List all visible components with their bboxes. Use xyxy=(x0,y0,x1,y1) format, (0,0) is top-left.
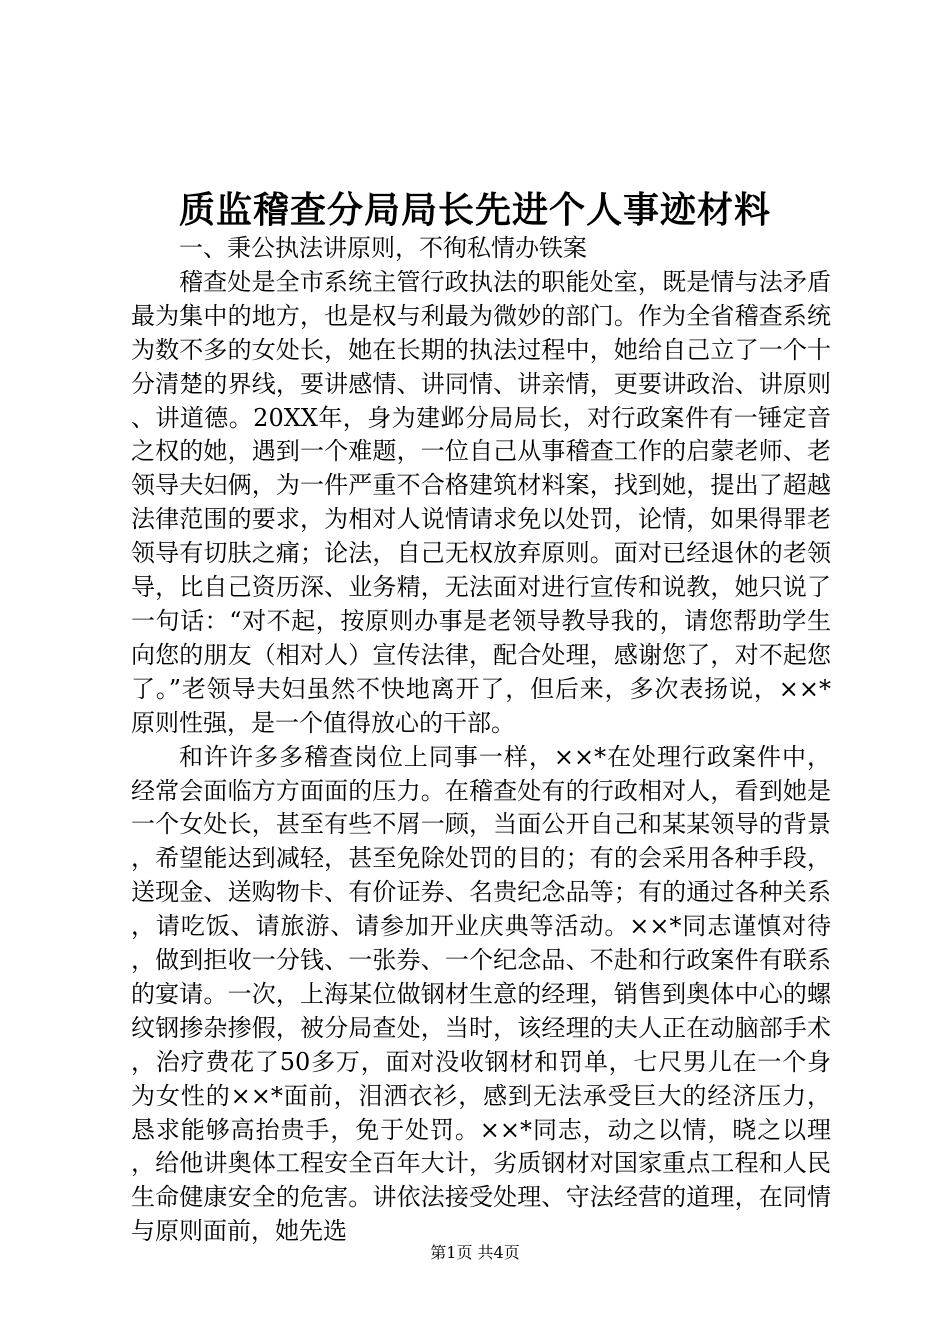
page-number-footer: 第1页 共4页 xyxy=(430,1243,520,1262)
document-body xyxy=(131,232,831,1249)
section-heading: 一、秉公执法讲原则，不徇私情办铁案 xyxy=(179,234,587,262)
body-paragraph: 和许许多多稽查岗位上同事一样，××*在处理行政案件中，经常会面临方方面面的压力。在稽查处有的行政相对人，看到她是一个女处长，甚至有些不屑一顾，当面公开自己和某某领导的背景，希望能达到减轻，甚至免除处罚的目的；有的会采用各种手段，送现金、送购物卡、有价证券、名贵纪念品等；有的通过各种关系，请吃饭、请旅游、请参加开业庆典等活动。××*同志谨慎对待，做到拒收一分钱、一张券、一个纪念品、不赴和行政案件有联系的宴请。一次，上海某位做钢材生意的经理，销售到奥体中心的螺纹钢掺杂掺假，被分局查处，当时，该经理的夫人正在动脑部手术，治疗费花了50多万，面对没收钢材和罚单，七尺男儿在一个身为女性的××*面前，泪洒衣衫，感到无法承受巨大的经济压力，恳求能够高抬贵手，免于处罚。××*同志，动之以情，晓之以理，给他讲奥体工程安全百年大计，劣质钢材对国家重点工程和人民生命健康安全的危害。讲依法接受处理、守法经营的道理，在同情与原则面前，她先选 xyxy=(131,742,831,1246)
body-paragraph: 稽查处是全市系统主管行政执法的职能处室，既是情与法矛盾最为集中的地方，也是权与利最为微妙的部门。作为全省稽查系统为数不多的女处长，她在长期的执法过程中，她给自己立了一个十分清楚的界线，要讲感情、讲同情、讲亲情，更要讲政治、讲原则、讲道德。20XX年，身为建邺分局局长，对行政案件有一锤定音之权的她，遇到一个难题，一位自己从事稽查工作的启蒙老师、老领导夫妇俩，为一件严重不合格建筑材料案，找到她，提出了超越法律范围的要求，为相对人说情请求免以处罚，论情，如果得罪老领导有切肤之痛；论法，自己无权放弃原则。面对已经退休的老领导，比自己资历深、业务精，无法面对进行宣传和说教，她只说了一句话：“对不起，按原则办事是老领导教导我的，请您帮助学生向您的朋友（相对人）宣传法律，配合处理，感谢您了，对不起您了。”老领导夫妇虽然不快地离开了，但后来，多次表扬说，××*原则性强，是一个值得放心的干部。 xyxy=(131,267,831,737)
document-title: 质监稽查分局局长先进个人事迹材料 xyxy=(178,189,771,231)
